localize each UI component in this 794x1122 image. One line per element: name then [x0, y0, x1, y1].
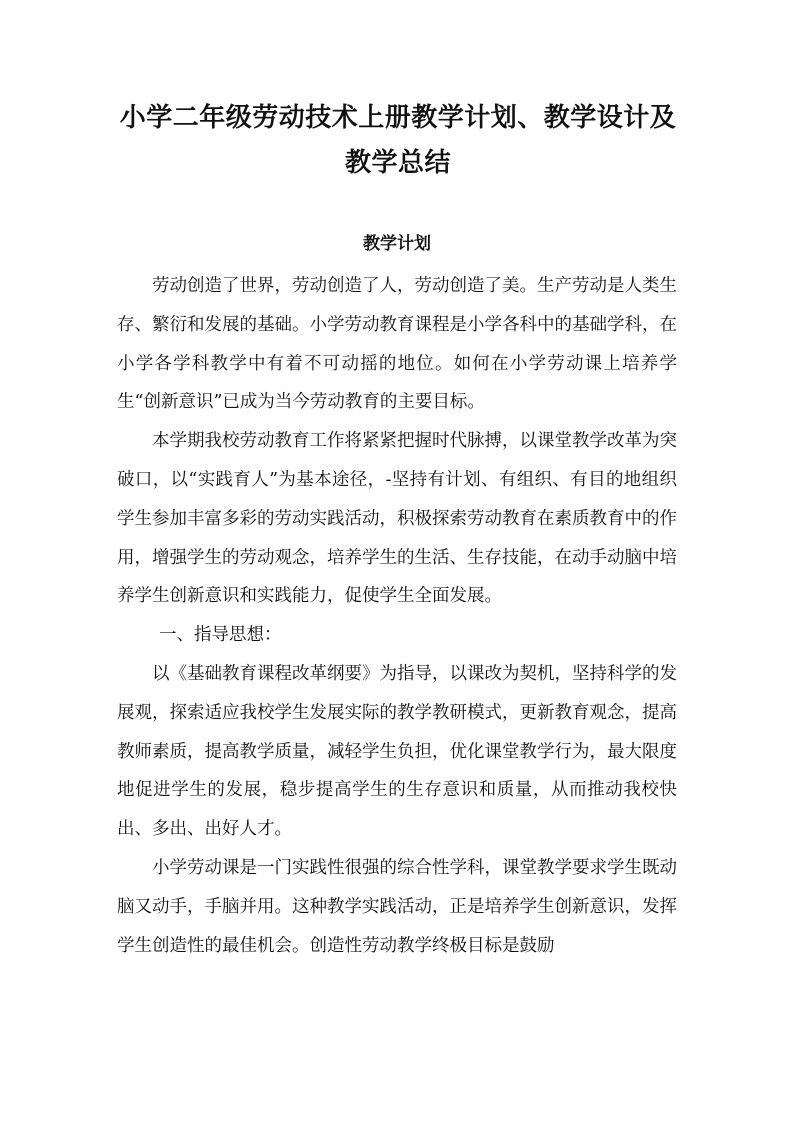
paragraph: 小学劳动课是一门实践性很强的综合性学科，课堂教学要求学生既动脑又动手，手脑并用。这种教学实践活动，正是培养学生创新意识，发挥学生创造性的最佳机会。创造性劳动教学终极目标是鼓励	[117, 857, 677, 956]
paragraph: 本学期我校劳动教育工作将紧紧把握时代脉搏，以课堂教学改革为突破口，以“实践育人”为基本途径，-坚持有计划、有组织、有目的地组织学生参加丰富多彩的劳动实践活动，积极探索劳动教育在素质教育中的作用，增强学生的劳动观念，培养学生的生活、生存技能，在动手动脑中培养学生创新意识和实践能力，促使学生全面发展。	[117, 431, 677, 607]
document-title: 小学二年级劳动技术上册教学计划、教学设计及教学总结	[119, 103, 677, 178]
paragraph-heading: 一、指导思想：	[159, 625, 282, 646]
paragraph: 劳动创造了世界，劳动创造了人，劳动创造了美。生产劳动是人类生存、繁衍和发展的基础。小学劳动教育课程是小学各科中的基础学科，在小学各学科教学中有着不可动摇的地位。如何在小学劳动课上培养学生“创新意识”已成为当今劳动教育的主要目标。	[117, 276, 677, 413]
section-title: 教学计划	[363, 234, 431, 254]
document-body	[117, 267, 677, 965]
paragraph: 以《基础教育课程改革纲要》为指导，以课改为契机，坚持科学的发展观，探索适应我校学生发展实际的教学教研模式，更新教育观念，提高教师素质，提高教学质量，减轻学生负担，优化课堂教学行为，最大限度地促进学生的发展，稳步提高学生的生存意识和质量，从而推动我校快出、多出、出好人才。	[117, 663, 677, 840]
